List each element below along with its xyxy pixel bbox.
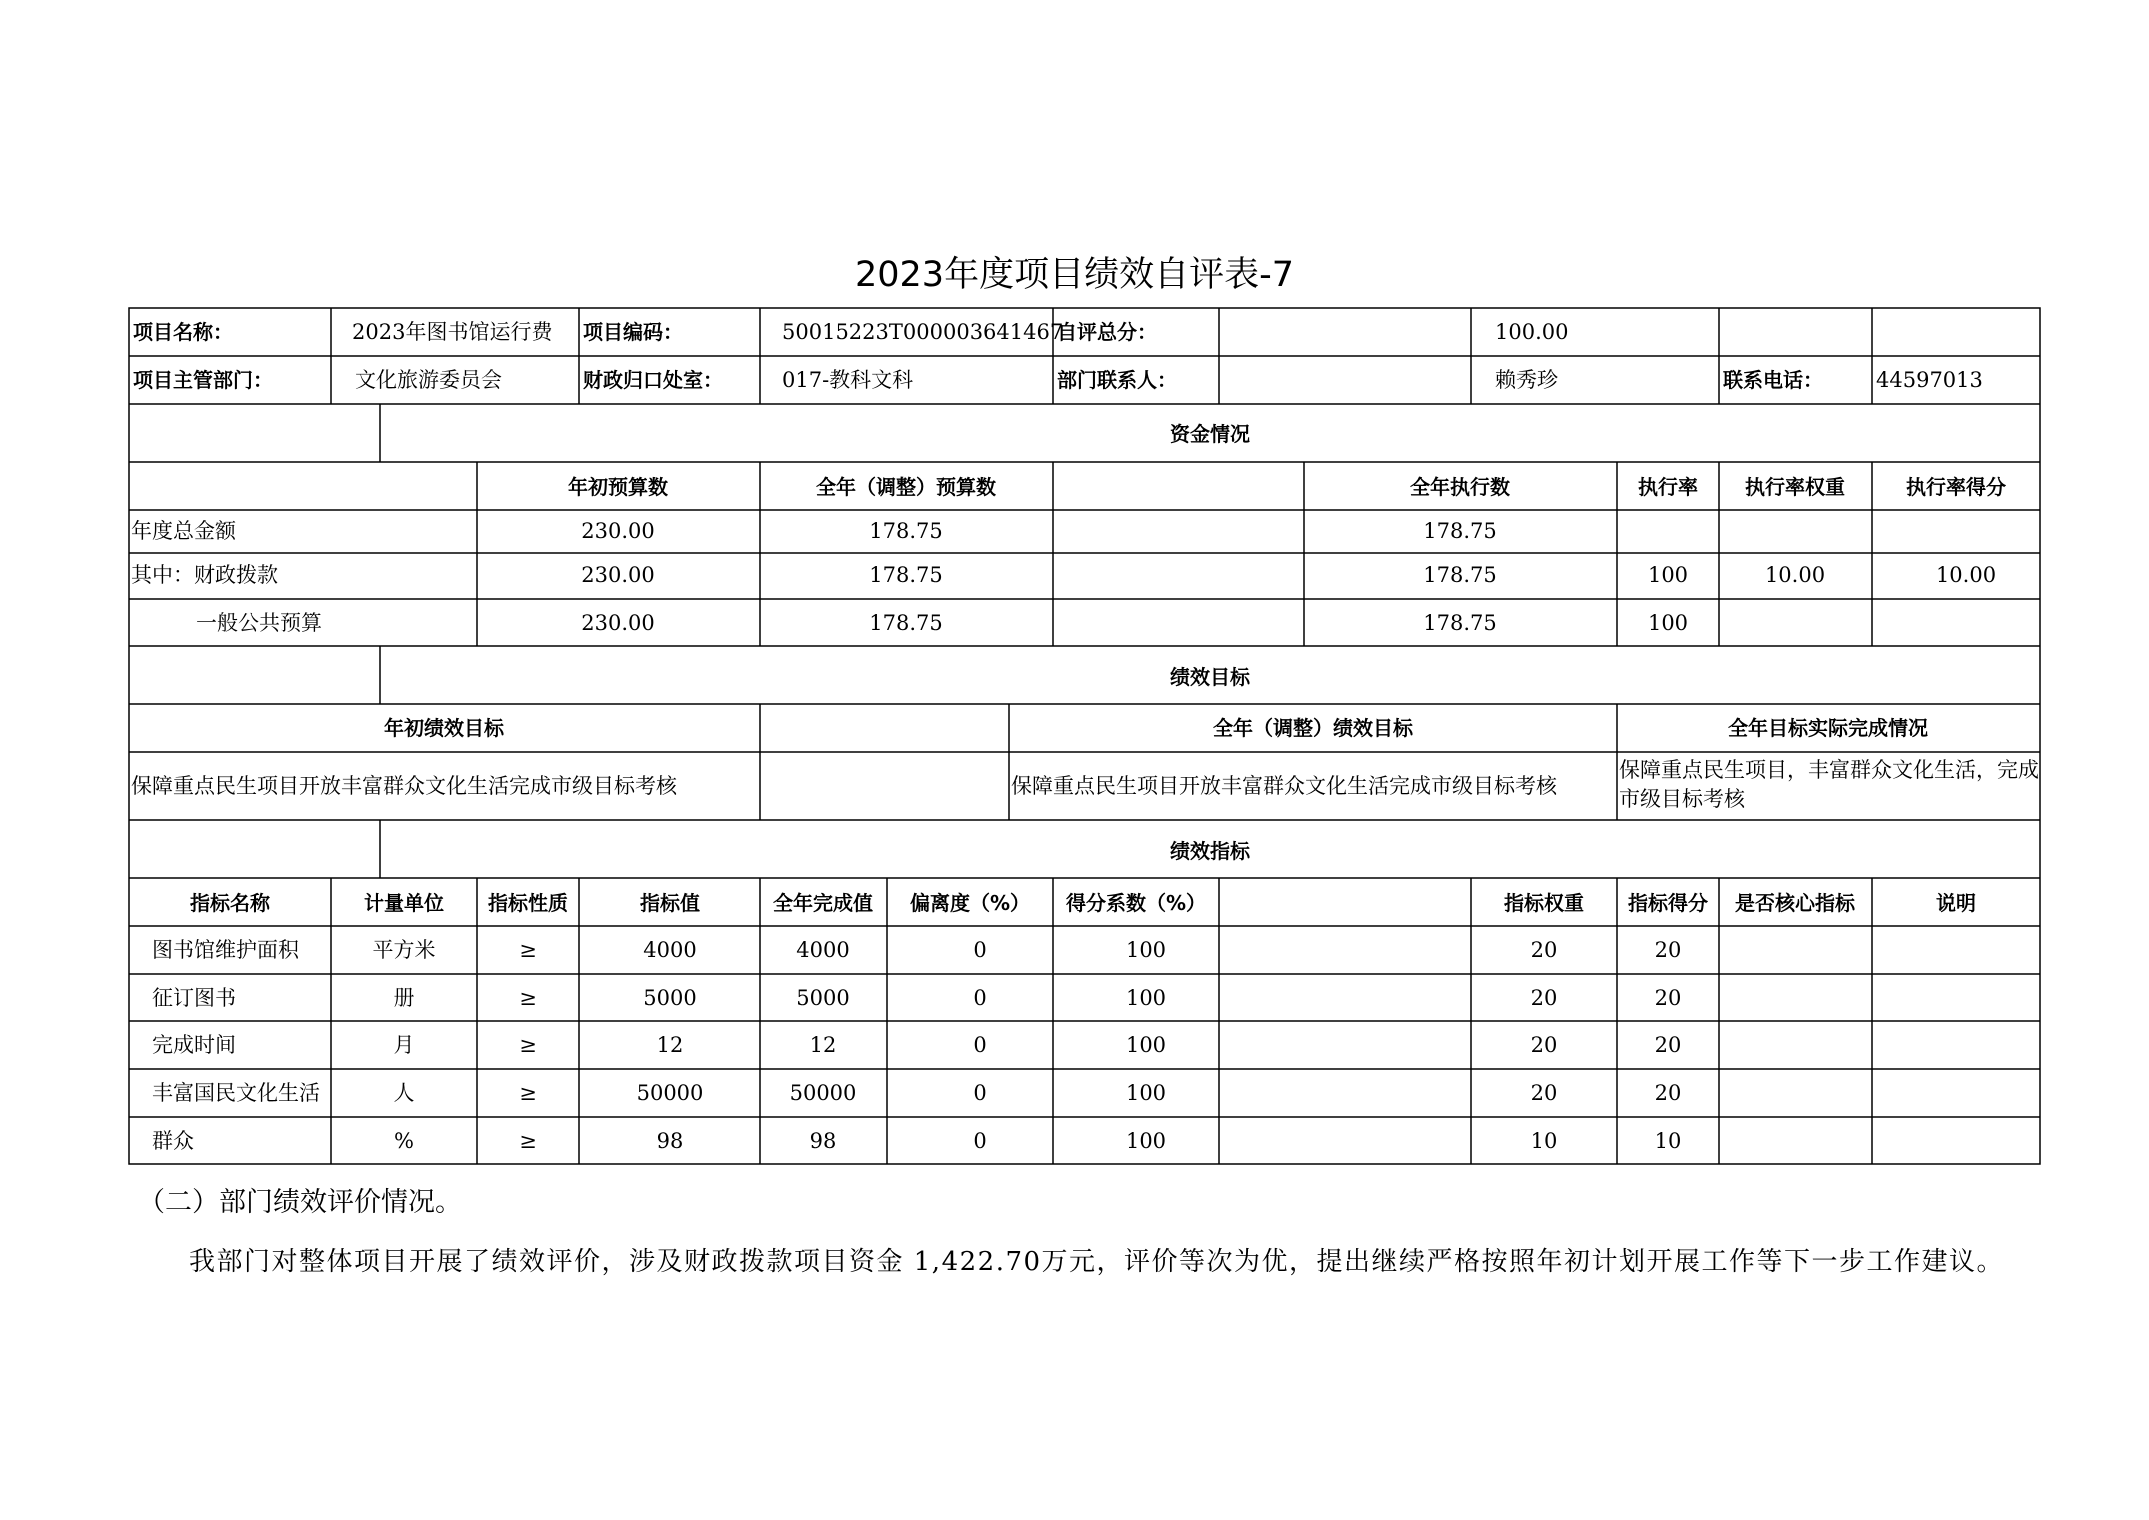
ind-col-dev: 偏离度（%） (909, 891, 1031, 915)
ind-col-done: 全年完成值 (773, 891, 873, 915)
page-title: 2023年度项目绩效自评表-7 (855, 255, 1294, 295)
funds-row-label: 年度总金额 (131, 519, 236, 543)
ind-row-name: 完成时间 (152, 1033, 236, 1057)
ind-row-nature: ≥ (519, 938, 537, 962)
ind-row-dev: 0 (973, 1129, 987, 1153)
ind-row-weight: 20 (1530, 1033, 1558, 1057)
ind-row-name: 丰富国民文化生活 (152, 1081, 320, 1105)
dept-value: 文化旅游委员会 (355, 368, 502, 392)
ind-col-core: 是否核心指标 (1735, 891, 1855, 915)
ind-row-nature: ≥ (519, 1129, 537, 1153)
ind-row-done: 12 (809, 1033, 837, 1057)
ind-row-dev: 0 (973, 938, 987, 962)
funds-row-adjusted: 178.75 (869, 519, 943, 543)
finance-value: 017-教科文科 (782, 368, 914, 392)
ind-row-score: 20 (1654, 938, 1682, 962)
ind-row-weight: 20 (1530, 938, 1558, 962)
phone-label: 联系电话： (1723, 368, 1823, 392)
ind-row-score: 20 (1654, 1033, 1682, 1057)
goals-actual-text: 保障重点民生项目，丰富群众文化生活，完成市级目标考核 (1619, 758, 2039, 811)
funds-row-score: 10.00 (1935, 563, 1997, 587)
ind-row-coef: 100 (1125, 1129, 1167, 1153)
goals-initial-text: 保障重点民生项目开放丰富群众文化生活完成市级目标考核 (131, 774, 677, 798)
ind-row-value: 12 (656, 1033, 684, 1057)
ind-row-done: 5000 (796, 986, 850, 1010)
section-heading: （二）部门绩效评价情况。 (138, 1187, 462, 1218)
goals-adjusted-text: 保障重点民生项目开放丰富群众文化生活完成市级目标考核 (1011, 774, 1557, 798)
goals-section-title: 绩效目标 (1170, 665, 1250, 689)
ind-row-name: 群众 (152, 1129, 194, 1153)
phone-value: 44597013 (1876, 368, 1983, 392)
funds-row-adjusted: 178.75 (869, 611, 943, 635)
finance-label: 财政归口处室： (583, 368, 723, 392)
ind-row-dev: 0 (973, 1081, 987, 1105)
ind-row-unit: 平方米 (372, 938, 436, 962)
ind-row-coef: 100 (1125, 1033, 1167, 1057)
section-paragraph: 我部门对整体项目开展了绩效评价，涉及财政拨款项目资金 1,422.70万元，评价等次为优，提出继续严格按照年初计划开展工作等下一步工作建议。 (189, 1247, 2005, 1277)
project-name-value: 2023年图书馆运行费 (352, 320, 553, 344)
ind-row-done: 98 (809, 1129, 837, 1153)
ind-row-score: 20 (1654, 1081, 1682, 1105)
ind-row-name: 征订图书 (152, 986, 236, 1010)
funds-row-adjusted: 178.75 (869, 563, 943, 587)
ind-col-weight: 指标权重 (1504, 891, 1584, 915)
project-code-label: 项目编码： (583, 320, 683, 344)
ind-row-weight: 20 (1530, 1081, 1558, 1105)
ind-row-coef: 100 (1125, 1081, 1167, 1105)
funds-col-executed: 全年执行数 (1410, 475, 1510, 499)
funds-col-adjusted: 全年（调整）预算数 (816, 475, 996, 499)
ind-row-value: 4000 (643, 938, 697, 962)
contact-label: 部门联系人： (1057, 368, 1177, 392)
funds-col-initial: 年初预算数 (568, 475, 668, 499)
self-score-label: 自评总分： (1057, 320, 1157, 344)
ind-col-value: 指标值 (640, 891, 700, 915)
ind-col-name: 指标名称 (190, 891, 270, 915)
funds-row-executed: 178.75 (1423, 519, 1497, 543)
ind-row-dev: 0 (973, 986, 987, 1010)
ind-row-unit: 册 (393, 986, 415, 1010)
funds-row-executed: 178.75 (1423, 563, 1497, 587)
ind-row-unit: % (394, 1129, 414, 1153)
funds-row-initial: 230.00 (581, 611, 655, 635)
goals-actual-header: 全年目标实际完成情况 (1728, 716, 1928, 740)
ind-row-value: 50000 (636, 1081, 704, 1105)
ind-row-unit: 月 (393, 1033, 415, 1057)
self-score-value: 100.00 (1495, 320, 1569, 344)
ind-row-score: 10 (1654, 1129, 1682, 1153)
dept-label: 项目主管部门： (133, 368, 273, 392)
funds-row-executed: 178.75 (1423, 611, 1497, 635)
ind-col-nature: 指标性质 (488, 891, 568, 915)
goals-adjusted-header: 全年（调整）绩效目标 (1213, 716, 1413, 740)
ind-row-value: 5000 (643, 986, 697, 1010)
project-name-label: 项目名称： (133, 320, 233, 344)
funds-row-initial: 230.00 (581, 563, 655, 587)
funds-section-title: 资金情况 (1170, 422, 1250, 446)
ind-row-nature: ≥ (519, 1081, 537, 1105)
ind-row-coef: 100 (1125, 938, 1167, 962)
ind-col-unit: 计量单位 (364, 891, 444, 915)
goals-initial-header: 年初绩效目标 (384, 716, 504, 740)
ind-row-weight: 10 (1530, 1129, 1558, 1153)
ind-row-value: 98 (656, 1129, 684, 1153)
ind-row-nature: ≥ (519, 1033, 537, 1057)
contact-value: 赖秀珍 (1495, 368, 1558, 392)
funds-row-label: 一般公共预算 (196, 611, 322, 635)
ind-col-coef: 得分系数（%） (1065, 891, 1207, 915)
ind-row-coef: 100 (1125, 986, 1167, 1010)
ind-col-score: 指标得分 (1628, 891, 1708, 915)
funds-col-rate: 执行率 (1638, 475, 1698, 499)
ind-row-done: 4000 (796, 938, 850, 962)
funds-row-rate: 100 (1647, 563, 1689, 587)
ind-row-weight: 20 (1530, 986, 1558, 1010)
funds-row-weight: 10.00 (1764, 563, 1826, 587)
funds-row-rate: 100 (1647, 611, 1689, 635)
project-code-value: 50015223T000003641467 (782, 320, 1064, 344)
ind-col-note: 说明 (1936, 891, 1976, 915)
indicators-section-title: 绩效指标 (1170, 839, 1250, 863)
funds-row-label: 其中：财政拨款 (131, 563, 278, 587)
ind-row-nature: ≥ (519, 986, 537, 1010)
ind-row-done: 50000 (789, 1081, 857, 1105)
ind-row-dev: 0 (973, 1033, 987, 1057)
ind-row-unit: 人 (393, 1081, 415, 1105)
ind-row-score: 20 (1654, 986, 1682, 1010)
funds-row-initial: 230.00 (581, 519, 655, 543)
funds-col-score: 执行率得分 (1906, 475, 2006, 499)
ind-row-name: 图书馆维护面积 (152, 938, 299, 962)
funds-col-weight: 执行率权重 (1745, 475, 1845, 499)
